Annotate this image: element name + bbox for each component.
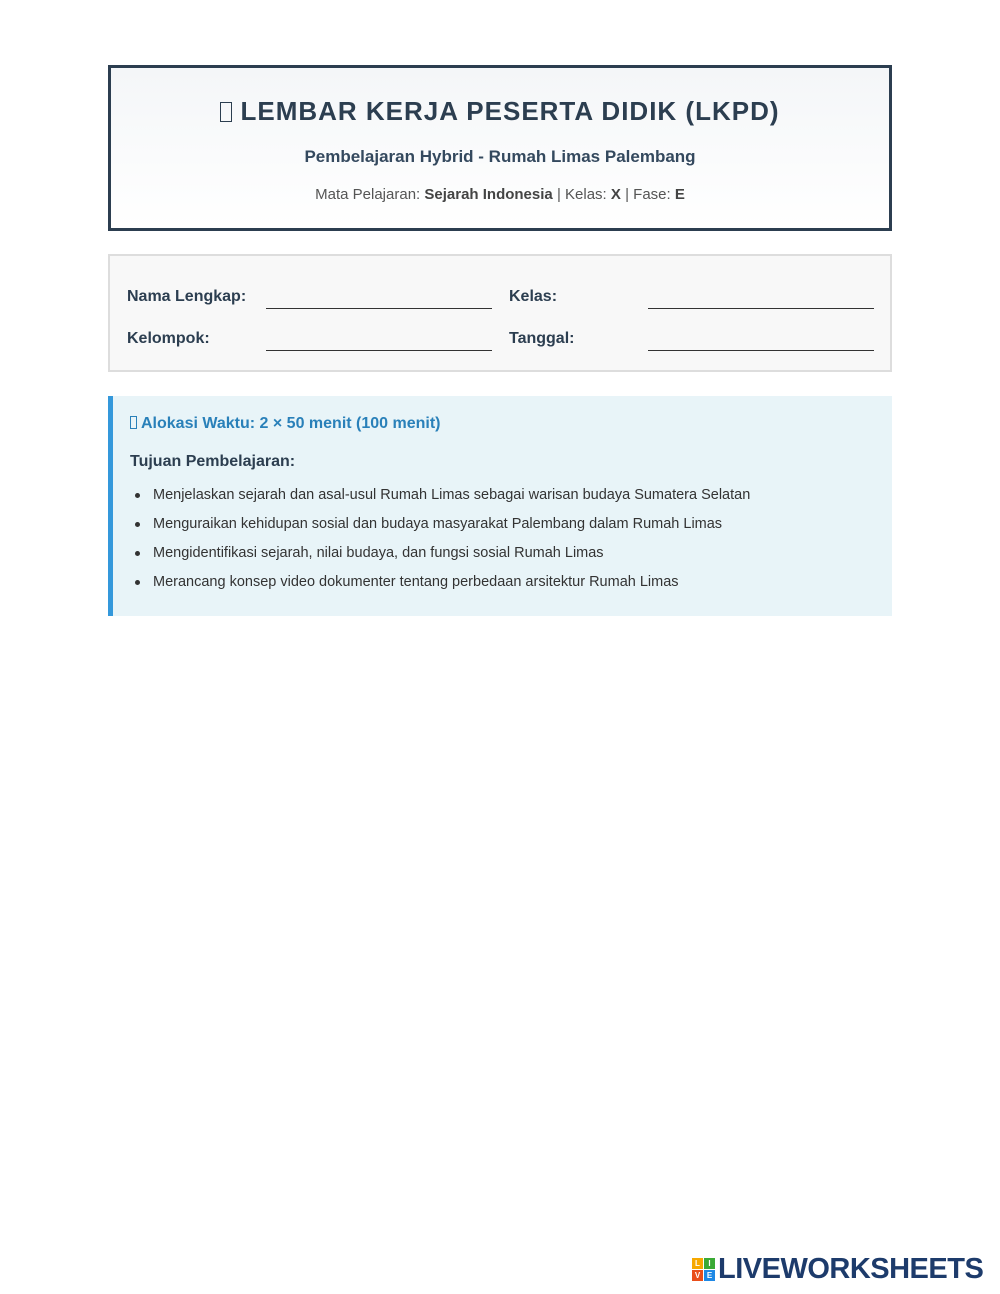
logo-letter-i: I [704, 1258, 715, 1269]
brand-name: LIVEWORKSHEETS [718, 1252, 984, 1285]
learning-info-box [108, 396, 892, 616]
page-title-text: LEMBAR KERJA PESERTA DIDIK (LKPD) [240, 96, 780, 126]
class-label: Kelas: [509, 288, 558, 305]
group-field[interactable] [266, 350, 492, 351]
name-field[interactable] [266, 308, 492, 309]
student-identity-form [108, 254, 892, 372]
subject-meta [111, 186, 889, 203]
subject-value: Sejarah Indonesia [424, 186, 553, 203]
class-meta-label: Kelas: [565, 186, 607, 203]
goals-title: Tujuan Pembelajaran: [130, 453, 296, 470]
date-field[interactable] [648, 350, 874, 351]
page-subtitle: Pembelajaran Hybrid - Rumah Limas Palembang [304, 147, 696, 166]
meta-separator: | [556, 186, 561, 203]
logo-letter-e: E [704, 1270, 715, 1281]
page-title [111, 96, 889, 127]
goals-list [130, 486, 750, 602]
phase-value: E [674, 186, 685, 203]
liveworksheets-brand[interactable] [692, 1254, 983, 1284]
class-field[interactable] [648, 308, 874, 309]
worksheet-header [108, 65, 892, 231]
time-allocation [130, 415, 441, 433]
logo-letter-v: V [692, 1270, 703, 1281]
phase-label: Fase: [633, 186, 671, 203]
class-meta-value: X [610, 186, 621, 203]
time-allocation-text: Alokasi Waktu: 2 × 50 menit (100 menit) [141, 415, 441, 432]
clock-icon [130, 416, 137, 429]
list-item: Menguraikan kehidupan sosial dan budaya masyarakat Palembang dalam Rumah Limas [130, 515, 750, 544]
list-item: Merancang konsep video dokumenter tentang perbedaan arsitektur Rumah Limas [130, 573, 750, 602]
list-item: Mengidentifikasi sejarah, nilai budaya, dan fungsi sosial Rumah Limas [130, 544, 750, 573]
name-label: Nama Lengkap: [127, 288, 247, 305]
group-label: Kelompok: [127, 330, 210, 347]
meta-separator: | [625, 186, 629, 203]
liveworksheets-logo-icon [692, 1258, 715, 1281]
document-icon [220, 102, 232, 122]
logo-letter-l: L [692, 1258, 703, 1269]
subject-label: Mata Pelajaran: [315, 186, 421, 203]
list-item: Menjelaskan sejarah dan asal-usul Rumah Limas sebagai warisan budaya Sumatera Selatan [130, 486, 750, 515]
date-label: Tanggal: [509, 330, 575, 347]
